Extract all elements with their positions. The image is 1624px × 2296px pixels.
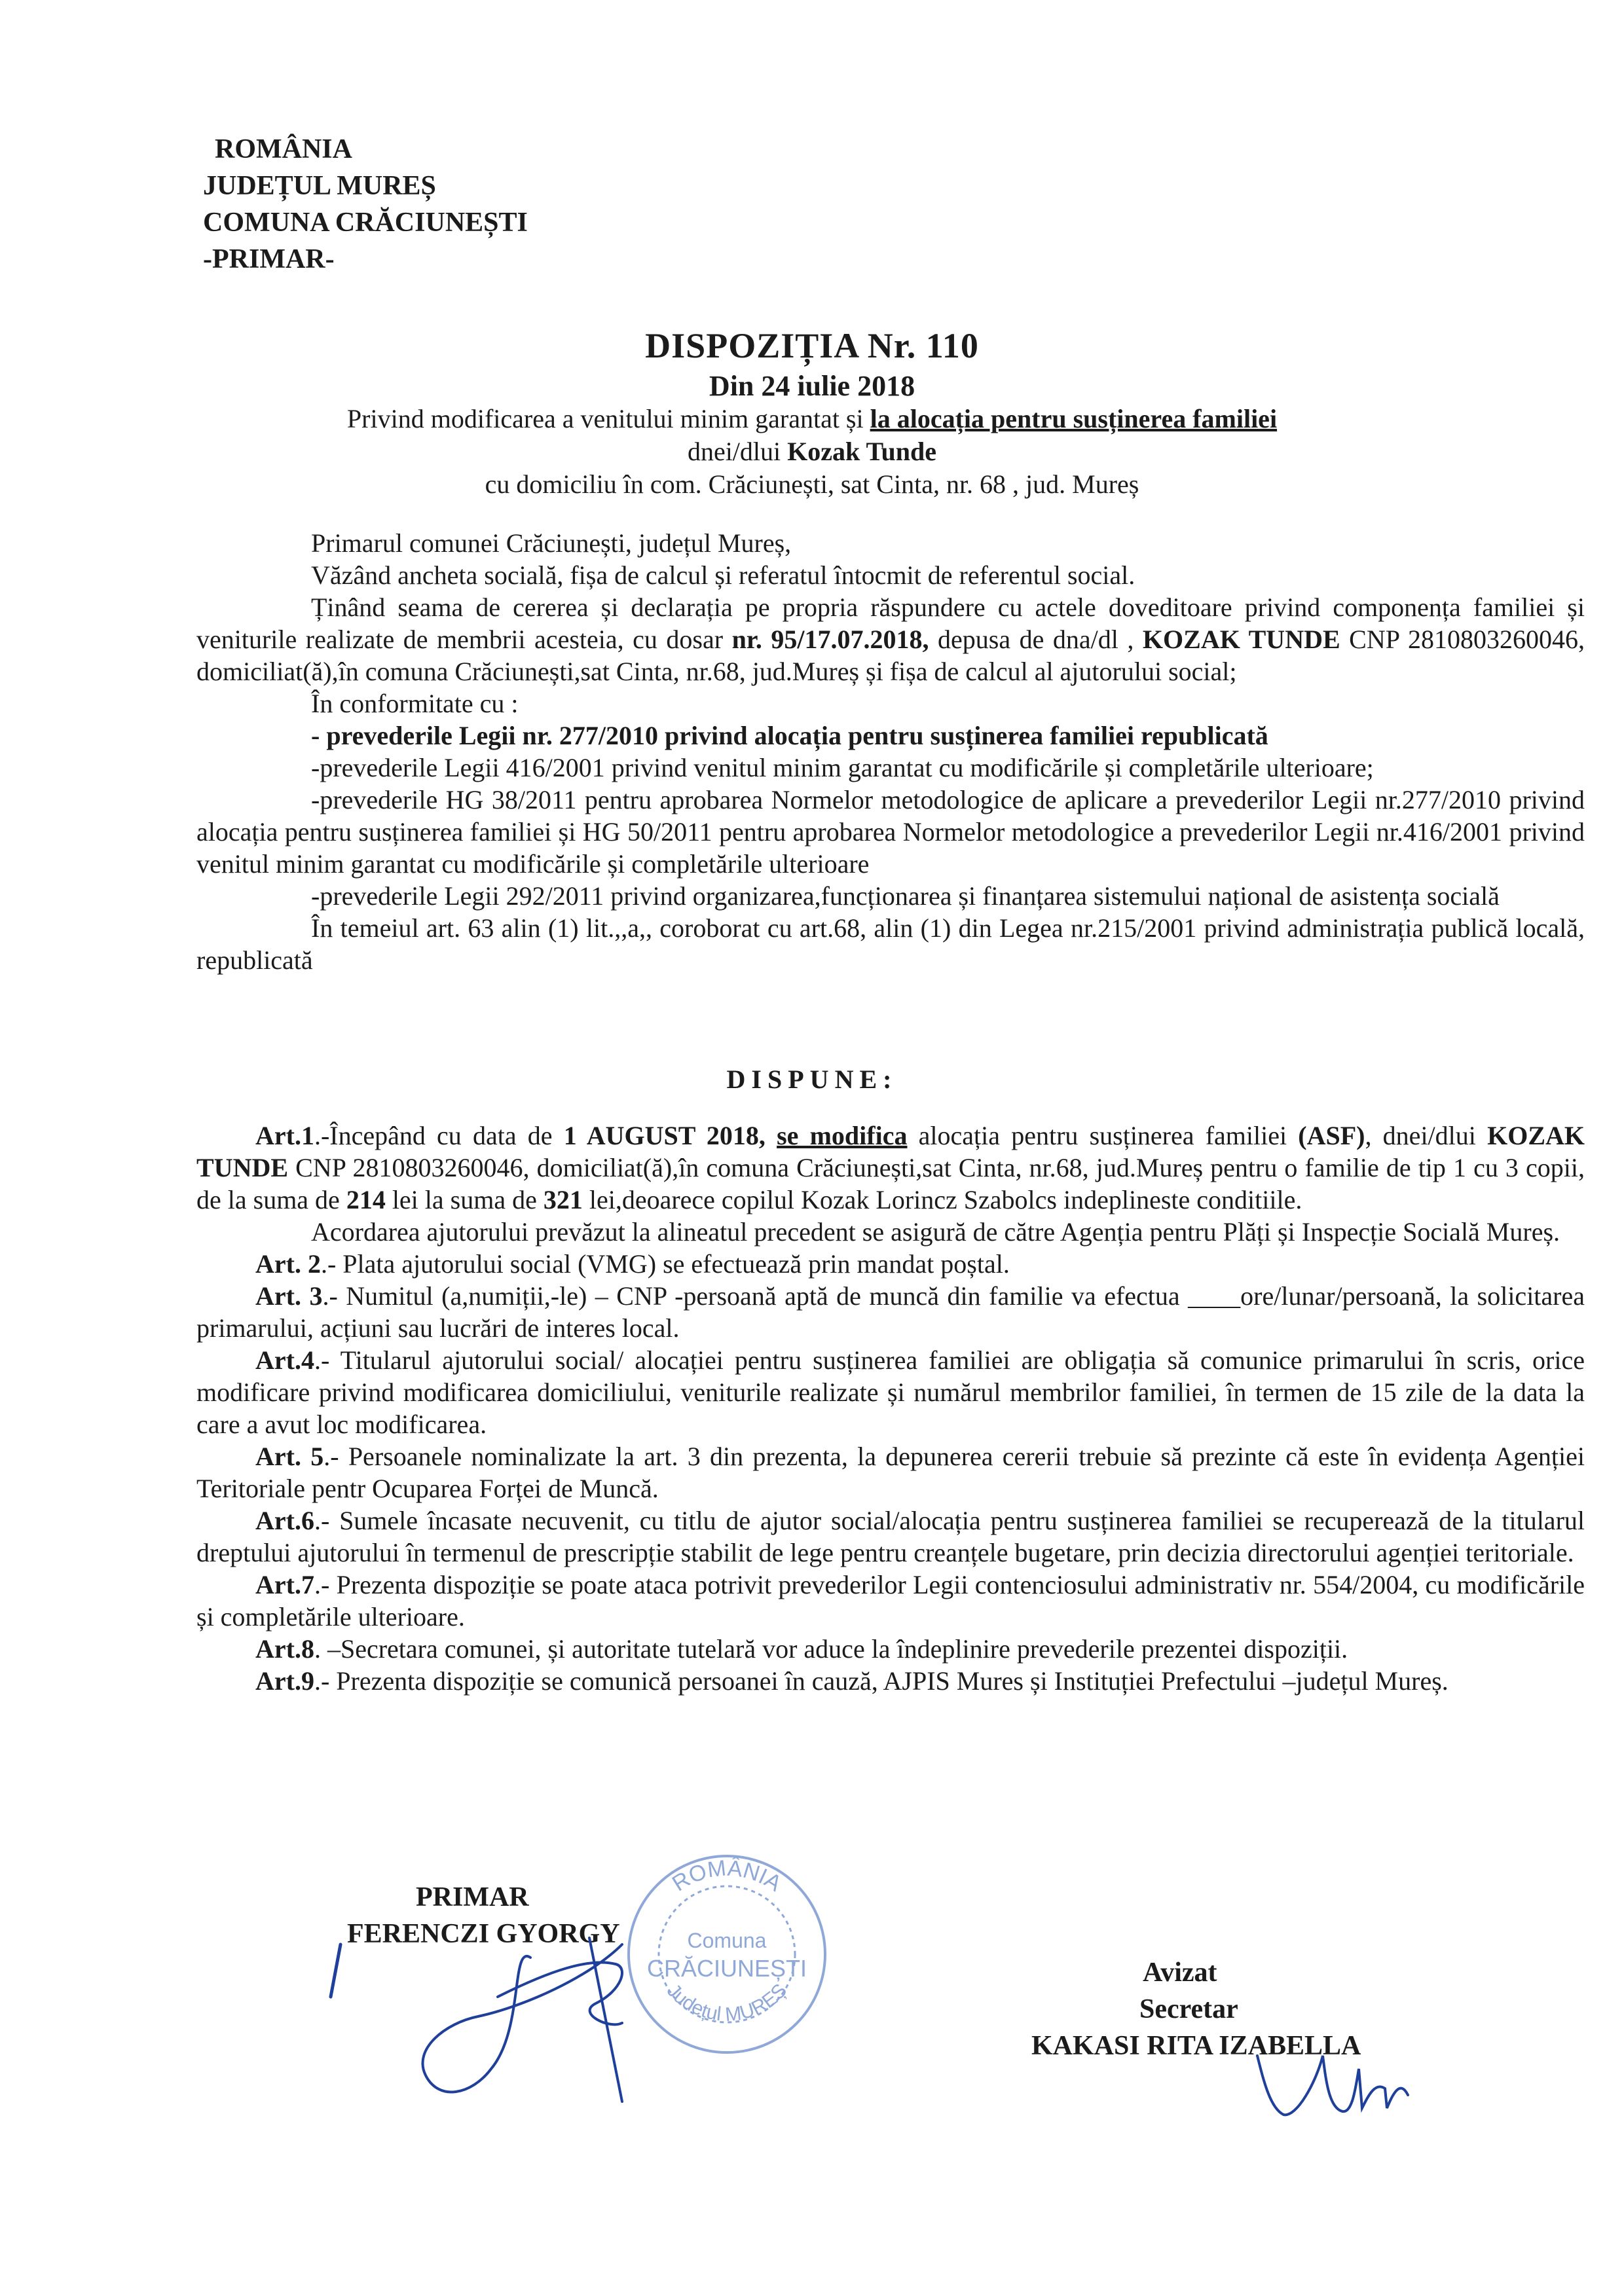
header-county: JUDEȚUL MUREȘ [203, 171, 436, 201]
secretary-title: Secretar [1139, 1994, 1238, 2024]
secretary-handwritten-signature [1244, 2043, 1414, 2128]
mayor-name: FERENCZI GYORGY [347, 1919, 620, 1949]
article-2-label: Art. 2 [255, 1249, 321, 1279]
preamble-request [196, 591, 1585, 687]
approved-label: Avizat [1143, 1958, 1217, 1988]
article-4-label: Art.4 [255, 1345, 314, 1375]
article-1-text-j: lei la suma de [385, 1185, 544, 1214]
request-text-2: depusa de dna/dl , [929, 625, 1143, 654]
article-2-text: .- Plata ajutorului social (VMG) se efectuează prin mandat poștal. [320, 1249, 1010, 1279]
law-277: - prevederile Legii nr. 277/2010 privind alocația pentru susținerea familiei republicată [311, 721, 1268, 750]
legal-basis: În temeiul art. 63 alin (1) lit.,,a,, coroborat cu art.68, alin (1) din Legea nr.215/2001 privind administrația publică locală, republicată [196, 913, 1585, 975]
preamble-considering: Văzând ancheta socială, fișa de calcul și referatul întocmit de referentul social. [311, 560, 1135, 590]
beneficiary-name: Kozak Tunde [787, 437, 937, 466]
article-4-text: .- Titularul ajutorului social/ alocației pentru susținerea familiei are obligația să comunice primarului în scris, orice modificare privind modificarea domiciliului, veniturile realizate și numărul membrilor familiei, în termen de 15 zile de la data la care a avut loc modificarea. [196, 1345, 1585, 1439]
title-block [98, 324, 1526, 501]
article-5 [196, 1440, 1585, 1504]
beneficiary-prefix: dnei/dlui [687, 437, 788, 466]
article-4 [196, 1344, 1585, 1440]
article-1-date: 1 AUGUST 2018, [563, 1121, 777, 1150]
article-1-new-amount: 321 [543, 1185, 583, 1214]
article-3 [196, 1280, 1585, 1344]
request-text-3: CNP 2810803260046, domiciliat(ă),în comuna Crăciunești,sat Cinta, nr.68, jud.Mureș și fișa de calcul al ajutorului social; [196, 625, 1585, 686]
article-7 [196, 1569, 1585, 1633]
article-1-name: KOZAK TUNDE [196, 1121, 1585, 1182]
mayor-title: PRIMAR [416, 1882, 529, 1912]
document-title: DISPOZIȚIA Nr. 110 [645, 326, 979, 365]
article-1-label: Art.1 [255, 1121, 314, 1150]
article-1-text-l: lei,deoarece copilul Kozak Lorincz Szabolcs indeplineste conditiile. [582, 1185, 1302, 1214]
article-1-text-h: CNP 2810803260046, domiciliat(ă),în comuna Crăciunești,sat Cinta, nr.68, jud.Mureș pentru o familie de tip 1 cu 3 copii, de la suma de [196, 1153, 1585, 1214]
subject-underlined: la alocația pentru susținerea familiei [870, 404, 1278, 433]
beneficiary-address: cu domiciliu în com. Crăciunești, sat Cinta, nr. 68 , jud. Mureș [485, 469, 1139, 499]
header-office: -PRIMAR- [203, 244, 335, 274]
article-5-text: .- Persoanele nominalizate la art. 3 din prezenta, la depunerea cererii trebuie să prezinte că este în evidența Agenției Teritoriale pentr Ocuparea Forței de Muncă. [196, 1442, 1585, 1503]
header-country: ROMÂNIA [215, 134, 352, 164]
law-292: -prevederile Legii 292/2011 privind organizarea,funcționarea și finanțarea sistemului național de asistența socială [311, 881, 1500, 911]
article-8-text: . –Secretara comunei, și autoritate tutelară vor aduce la îndeplinire prevederile prezentei dispoziții. [314, 1634, 1348, 1664]
law-416: -prevederile Legii 416/2001 privind venitul minim garantat cu modificările și completările ulterioare; [311, 753, 1374, 782]
preamble-conformity: În conformitate cu : [311, 689, 519, 718]
applicant-name: KOZAK TUNDE [1142, 625, 1340, 654]
article-1-text-a: .-Începând cu data de [314, 1121, 564, 1150]
article-6-text: .- Sumele încasate necuvenit, cu titlu de ajutor social/alocația pentru susținerea familiei se recuperează de la titularul dreptului ajutorului în termenul de prescripție stabilit de lege pentru creanțele bugetare, prin decizia directorului agenției teritoriale. [196, 1506, 1585, 1567]
mayor-handwritten-signature [314, 1918, 707, 2115]
article-7-text: .- Prezenta dispoziție se poate ataca potrivit prevederilor Legii contenciosului administrativ nr. 554/2004, cu modificările și completările ulterioare. [196, 1570, 1585, 1631]
dispune-heading: DISPUNE: [726, 1065, 898, 1094]
article-1 [196, 1120, 1585, 1216]
article-9-text: .- Prezenta dispoziție se comunică persoanei în cauză, AJPIS Mures și Instituției Prefectului –județul Mureș. [314, 1666, 1449, 1696]
secretary-name: KAKASI RITA IZABELLA [1031, 2031, 1361, 2061]
stamp-bottom-text: Județul MUREȘ [662, 1979, 792, 2026]
issuer-header [203, 131, 528, 278]
subject-text: Privind modificarea a venitului minim garantat și [346, 404, 870, 433]
stamp-commune-label: Comuna [687, 1929, 767, 1952]
article-3-text: .- Numitul (a,numiții,-le) – CNP -persoană aptă de muncă din familie va efectua ____ore/lunar/persoană, la solicitarea primarului, acțiuni sau lucrări de interes local. [196, 1281, 1585, 1343]
preamble-mayor: Primarul comunei Crăciunești, județul Mureș, [311, 528, 792, 558]
header-commune: COMUNA CRĂCIUNEȘTI [203, 208, 528, 238]
article-1-paragraph-2: Acordarea ajutorului prevăzut la alineatul precedent se asigură de către Agenția pentru Plăți și Inspecție Socială Mureș. [311, 1217, 1560, 1247]
stamp-top-text: ROMÂNIA [668, 1855, 786, 1897]
request-text: Ținând seama de cererea și declarația pe propria răspundere cu actele doveditoare privind componența familiei și veniturile realizate de membrii acesteia, cu dosar [196, 592, 1585, 654]
article-3-label: Art. 3 [255, 1281, 323, 1311]
article-1-modifies: se modifica [777, 1121, 908, 1150]
article-1-old-amount: 214 [346, 1185, 386, 1214]
article-5-label: Art. 5 [255, 1442, 324, 1471]
article-8 [196, 1633, 1585, 1665]
article-2 [196, 1248, 1585, 1280]
document-subject [98, 403, 1526, 435]
file-number: nr. 95/17.07.2018, [731, 625, 929, 654]
stamp-commune-name: CRĂCIUNEȘTI [646, 1955, 807, 1982]
article-1-text-f: , dnei/dlui [1365, 1121, 1488, 1150]
hg-38: -prevederile HG 38/2011 pentru aprobarea Normelor metodologice de aplicare a prevederilor Legii nr.277/2010 privind alocația pentru susținerea familiei și HG 50/2011 pentru aprobarea Normelor metodologice a prevederilor Legii nr.416/2001 privind venitul minim garantat cu modificările și completările ulterioare [196, 785, 1585, 879]
article-9-label: Art.9 [255, 1666, 314, 1696]
preamble [196, 527, 1585, 976]
article-8-label: Art.8 [255, 1634, 314, 1664]
article-6-label: Art.6 [255, 1506, 314, 1535]
articles [196, 1120, 1585, 1697]
article-1-asf: (ASF) [1298, 1121, 1365, 1150]
article-1-text-d: alocația pentru susținerea familiei [907, 1121, 1299, 1150]
article-6 [196, 1504, 1585, 1569]
beneficiary-line [98, 435, 1526, 468]
article-9 [196, 1665, 1585, 1697]
document-date: Din 24 iulie 2018 [709, 370, 915, 402]
article-7-label: Art.7 [255, 1570, 314, 1599]
